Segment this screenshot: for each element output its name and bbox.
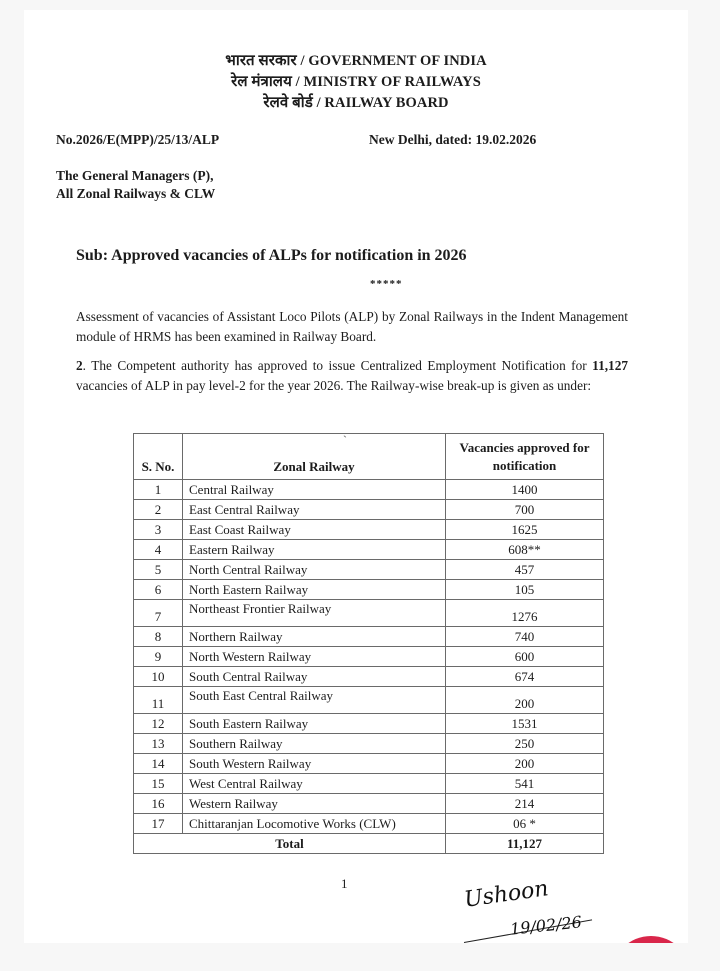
cell-zone: East Central Railway: [183, 500, 446, 520]
document-page: [24, 10, 688, 943]
table-row: [134, 714, 604, 734]
cell-sno: 9: [134, 647, 183, 667]
cell-sno: 16: [134, 794, 183, 814]
addressee-line-2: All Zonal Railways & CLW: [56, 186, 216, 201]
cell-vacancies: 1276: [446, 600, 604, 627]
cell-zone: South Central Railway: [183, 667, 446, 687]
letterhead-line-1: [24, 50, 688, 70]
addressee-line-1: The General Managers (P),: [56, 168, 214, 183]
cell-sno: 10: [134, 667, 183, 687]
cell-sno: 2: [134, 500, 183, 520]
cell-zone: Chittaranjan Locomotive Works (CLW): [183, 814, 446, 834]
cell-zone: South East Central Railway: [183, 687, 446, 714]
cell-vacancies: 214: [446, 794, 604, 814]
table-header-row: [134, 434, 604, 480]
letterhead-english-2: / MINISTRY OF RAILWAYS: [295, 74, 481, 90]
header-sno: S. No.: [134, 434, 183, 480]
cell-zone: Central Railway: [183, 480, 446, 500]
cell-zone: Northern Railway: [183, 627, 446, 647]
cell-zone: East Coast Railway: [183, 520, 446, 540]
table-total-row: [134, 834, 604, 854]
cell-zone: North Eastern Railway: [183, 580, 446, 600]
cell-sno: 14: [134, 754, 183, 774]
table-row: [134, 540, 604, 560]
cell-vacancies: 740: [446, 627, 604, 647]
table-row: [134, 814, 604, 834]
separator-stars: *****: [370, 278, 403, 290]
table-row: [134, 774, 604, 794]
cell-vacancies: 1531: [446, 714, 604, 734]
table-row: [134, 480, 604, 500]
paragraph-2-text-b: vacancies of ALP in pay level-2 for the year 2026. The Railway-wise break-up is given as under:: [76, 378, 592, 393]
page-number: 1: [341, 876, 348, 891]
signature-date: 19/02/26: [509, 912, 583, 939]
cell-vacancies: 200: [446, 754, 604, 774]
cell-zone: Northeast Frontier Railway: [183, 600, 446, 627]
table-row: [134, 754, 604, 774]
cell-vacancies: 600: [446, 647, 604, 667]
letterhead-english-1: / GOVERNMENT OF INDIA: [300, 53, 487, 69]
cell-sno: 12: [134, 714, 183, 734]
table-row: [134, 500, 604, 520]
cell-sno: 15: [134, 774, 183, 794]
cell-vacancies: 608**: [446, 540, 604, 560]
cell-vacancies: 200: [446, 687, 604, 714]
header-zonal-railway: Zonal Railway: [183, 434, 446, 480]
letterhead-hindi-3: रेलवे बोर्ड: [263, 95, 313, 111]
cell-sno: 8: [134, 627, 183, 647]
cell-zone: West Central Railway: [183, 774, 446, 794]
table-row: [134, 794, 604, 814]
reference-number: No.2026/E(MPP)/25/13/ALP: [56, 132, 220, 147]
paragraph-2-text-a: . The Competent authority has approved to issue Centralized Employment Notification for: [82, 358, 593, 373]
cell-sno: 17: [134, 814, 183, 834]
scan-mark: ˏ: [343, 424, 347, 438]
vacancy-table: [133, 433, 604, 854]
cell-vacancies: 06 *: [446, 814, 604, 834]
table-row: [134, 627, 604, 647]
cell-vacancies: 250: [446, 734, 604, 754]
cell-sno: 7: [134, 600, 183, 627]
cell-sno: 6: [134, 580, 183, 600]
cell-vacancies: 541: [446, 774, 604, 794]
place-date: New Delhi, dated: 19.02.2026: [369, 132, 537, 147]
table-row: [134, 667, 604, 687]
total-label: Total: [134, 834, 446, 854]
table-row: [134, 647, 604, 667]
cell-sno: 13: [134, 734, 183, 754]
table-row: [134, 734, 604, 754]
table-row: [134, 520, 604, 540]
table-row: [134, 560, 604, 580]
paragraph-2-total: 11,127: [592, 358, 628, 373]
cell-sno: 3: [134, 520, 183, 540]
cell-vacancies: 700: [446, 500, 604, 520]
signature: Ushoon: [462, 876, 550, 913]
cell-vacancies: 105: [446, 580, 604, 600]
subject-line: Sub: Approved vacancies of ALPs for notification in 2026: [76, 247, 467, 264]
cell-zone: Western Railway: [183, 794, 446, 814]
letterhead-line-2: [24, 71, 688, 91]
paragraph-2: [76, 356, 628, 396]
cell-zone: North Western Railway: [183, 647, 446, 667]
letterhead-hindi-1: भारत सरकार: [225, 53, 297, 69]
cell-zone: North Central Railway: [183, 560, 446, 580]
red-badge-icon: [611, 936, 688, 943]
letterhead-hindi-2: रेल मंत्रालय: [231, 74, 292, 90]
cell-sno: 4: [134, 540, 183, 560]
total-value: 11,127: [446, 834, 604, 854]
cell-zone: South Western Railway: [183, 754, 446, 774]
header-vacancies: Vacancies approved for notification: [446, 434, 604, 480]
letterhead-line-3: [24, 92, 688, 112]
table-row: [134, 687, 604, 714]
cell-zone: Eastern Railway: [183, 540, 446, 560]
letterhead-english-3: / RAILWAY BOARD: [316, 95, 449, 111]
cell-vacancies: 457: [446, 560, 604, 580]
table-row: [134, 580, 604, 600]
cell-vacancies: 674: [446, 667, 604, 687]
paragraph-1: Assessment of vacancies of Assistant Loco Pilots (ALP) by Zonal Railways in the Indent Management module of HRMS has been examined in Railway Board.: [76, 309, 628, 344]
cell-vacancies: 1400: [446, 480, 604, 500]
cell-zone: South Eastern Railway: [183, 714, 446, 734]
table-row: [134, 600, 604, 627]
cell-sno: 1: [134, 480, 183, 500]
cell-zone: Southern Railway: [183, 734, 446, 754]
cell-vacancies: 1625: [446, 520, 604, 540]
cell-sno: 5: [134, 560, 183, 580]
paragraph-2-number: 2: [76, 358, 83, 373]
cell-sno: 11: [134, 687, 183, 714]
